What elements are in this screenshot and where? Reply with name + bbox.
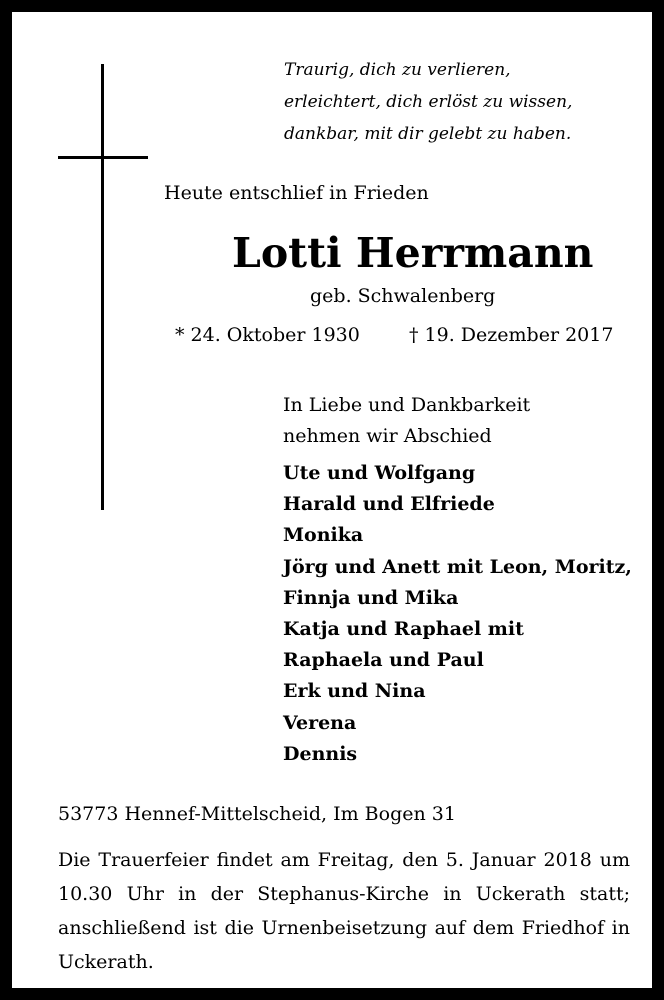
- list-item: Dennis: [283, 742, 358, 765]
- farewell-line: nehmen wir Abschied: [283, 425, 492, 447]
- poem-line: dankbar, mit dir gelebt zu haben.: [284, 124, 572, 144]
- list-item: Monika: [283, 524, 364, 547]
- farewell-line: In Liebe und Dankbarkeit: [283, 394, 531, 416]
- list-item: Katja und Raphael mit: [283, 618, 524, 641]
- farewell-text: [283, 390, 530, 452]
- mourners-list: [283, 458, 632, 770]
- poem: [284, 54, 572, 150]
- service-notice: Die Trauerfeier findet am Freitag, den 5. Januar 2018 um 10.30 Uhr in der Stephanus-Kirche in Uckerath statt; anschließend ist die Urnenbeisetzung auf dem Friedhof in Uckerath.: [58, 849, 630, 973]
- list-item: Erk und Nina: [283, 680, 426, 703]
- list-item: Jörg und Anett mit Leon, Moritz,: [283, 555, 632, 578]
- cross-icon-vertical: [101, 64, 104, 510]
- poem-line: Traurig, dich zu verlieren,: [284, 60, 511, 80]
- poem-line: erleichtert, dich erlöst zu wissen,: [284, 92, 573, 112]
- maiden-name: geb. Schwalenberg: [310, 285, 496, 307]
- list-item: Finnja und Mika: [283, 586, 459, 609]
- list-item: Raphaela und Paul: [283, 649, 484, 672]
- list-item: Verena: [283, 711, 357, 734]
- list-item: Harald und Elfriede: [283, 493, 495, 516]
- address: 53773 Hennef-Mittelscheid, Im Bogen 31: [58, 803, 456, 825]
- intro-text: Heute entschlief in Frieden: [164, 182, 429, 204]
- deceased-name: Lotti Herrmann: [232, 229, 594, 277]
- death-date: † 19. Dezember 2017: [409, 324, 614, 346]
- birth-date: * 24. Oktober 1930: [175, 324, 360, 346]
- list-item: Ute und Wolfgang: [283, 462, 476, 484]
- cross-icon-horizontal: [58, 156, 148, 159]
